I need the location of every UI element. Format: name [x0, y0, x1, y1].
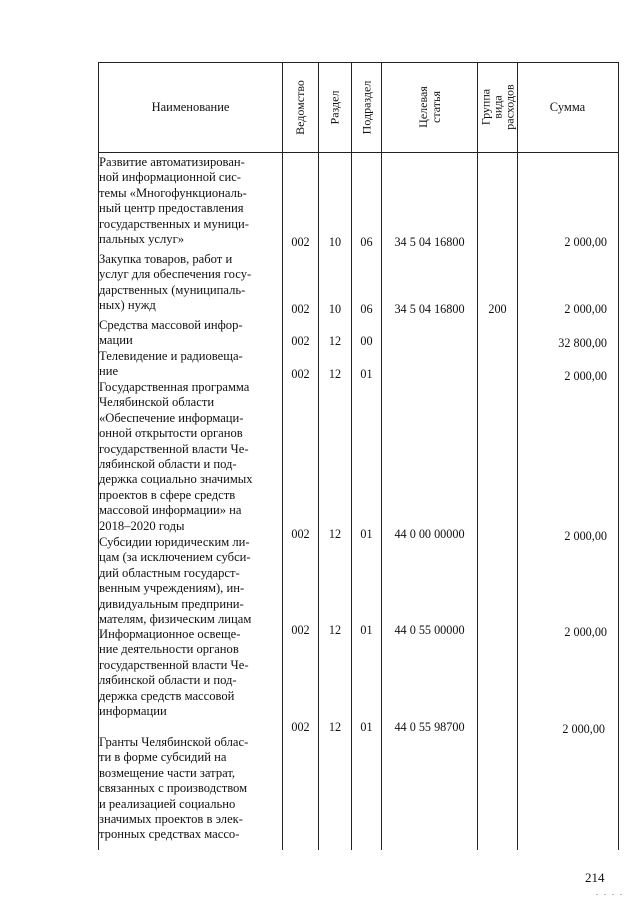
header-vedomstvo — [283, 62, 318, 152]
header-razdel-text: Раздел — [327, 90, 342, 124]
row-podrazdel: 06 — [360, 235, 373, 249]
row-vedomstvo: 002 — [291, 720, 310, 734]
row-celevaya-statya: 34 5 04 16800 — [394, 235, 465, 249]
row-summa: 2 000,00 — [564, 235, 607, 249]
row-razdel: 10 — [328, 302, 342, 316]
row-podrazdel: 01 — [360, 720, 373, 734]
row-celevaya-statya: 44 0 55 00000 — [394, 623, 465, 637]
row-razdel: 12 — [328, 720, 342, 734]
row-celevaya-statya: 34 5 04 16800 — [394, 302, 465, 316]
col-divider — [477, 62, 478, 850]
header-celevaya-statya — [382, 62, 477, 152]
header-bottom-border — [98, 152, 618, 153]
row-name: Средства массовой инфор- мации — [99, 318, 243, 348]
row-summa: 32 800,00 — [558, 336, 607, 350]
row-celevaya-statya: 44 0 55 98700 — [394, 720, 465, 734]
row-summa: 2 000,00 — [564, 529, 607, 543]
row-podrazdel: 00 — [360, 334, 373, 348]
page-number: 214 — [585, 870, 605, 885]
row-name: Информационное освеще- ние деятельности органов государственной власти Че- лябинской области и под- держка средств массовой информации — [99, 627, 249, 719]
scan-speck — [596, 894, 598, 895]
row-razdel: 12 — [328, 527, 342, 541]
header-celevaya-statya-text: Целевая статья — [415, 86, 443, 128]
header-name-text: Наименование — [151, 99, 230, 114]
header-gruppa-vida-raskhodov-text: Группа вида расходов — [478, 84, 517, 130]
header-razdel — [319, 62, 351, 152]
row-podrazdel: 01 — [360, 623, 373, 637]
row-name: Гранты Челябинской облас- ти в форме субсидий на возмещение части затрат, связанных с производством и реализацией социально значимых проектов в элек- тронных средствах массо- — [99, 735, 249, 842]
row-vedomstvo: 002 — [291, 334, 310, 348]
row-vedomstvo: 002 — [291, 367, 310, 381]
row-summa: 2 000,00 — [564, 369, 607, 383]
row-razdel: 10 — [328, 235, 342, 249]
row-name: Государственная программа Челябинской области «Обеспечение информаци- онной открытости органов государственной власти Че- лябинской области и под- держка социально значимых проектов в сфере средств массовой информации» на 2018–2020 годы — [99, 380, 253, 533]
scan-speck — [604, 894, 606, 895]
header-summa — [518, 62, 617, 152]
row-name: Развитие автоматизирован- ной информационной сис- темы «Многофункциональ- ный центр предоставления государственных и муници- пальных услуг» — [99, 155, 249, 247]
header-name — [99, 62, 282, 152]
header-gruppa-vida-raskhodov — [478, 62, 517, 152]
row-razdel: 12 — [328, 623, 342, 637]
row-gruppa: 200 — [488, 302, 507, 316]
row-celevaya-statya: 44 0 00 00000 — [394, 527, 465, 541]
row-summa: 2 000,00 — [562, 722, 605, 736]
row-razdel: 12 — [328, 367, 342, 381]
row-vedomstvo: 002 — [291, 527, 310, 541]
row-summa: 2 000,00 — [564, 302, 607, 316]
header-podrazdel — [352, 62, 381, 152]
row-podrazdel: 01 — [360, 527, 373, 541]
header-podrazdel-text: Подраздел — [359, 80, 374, 134]
row-podrazdel: 06 — [360, 302, 373, 316]
row-name: Телевидение и радиовеща- ние — [99, 349, 243, 379]
header-vedomstvo-text: Ведомство — [293, 79, 308, 135]
row-name: Закупка товаров, работ и услуг для обеспечения госу- дарственных (муниципаль- ных) нужд — [99, 252, 252, 313]
row-name: Субсидии юридическим ли- цам (за исключением субси- дий областным государст- венным учреждениям), ин- дивидуальным предприни- мателям, физическим лицам — [99, 535, 252, 627]
row-vedomstvo: 002 — [291, 235, 310, 249]
row-summa: 2 000,00 — [564, 625, 607, 639]
row-vedomstvo: 002 — [291, 302, 310, 316]
row-podrazdel: 01 — [360, 367, 373, 381]
scan-speck — [612, 894, 614, 895]
scan-speck — [620, 894, 622, 895]
row-vedomstvo: 002 — [291, 623, 310, 637]
header-summa-text: Сумма — [549, 99, 586, 114]
row-razdel: 12 — [328, 334, 342, 348]
